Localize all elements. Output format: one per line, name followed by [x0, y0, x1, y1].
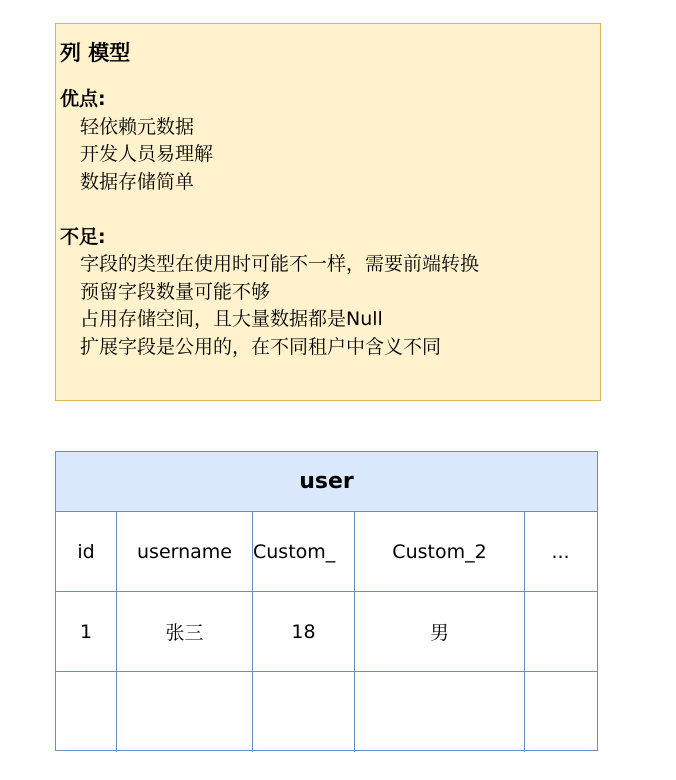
column-header-more: ...: [551, 540, 570, 563]
cons-heading: 不足:: [60, 225, 106, 248]
cons-item: 扩展字段是公用的，在不同租户中含义不同: [80, 335, 442, 358]
table-title: user: [56, 452, 597, 512]
table-cell: [56, 672, 117, 752]
table-cell: [117, 672, 253, 752]
column-header-custom-2: Custom_2: [355, 512, 525, 591]
note-title: 列 模型: [60, 41, 131, 65]
table-cell: 18: [253, 592, 355, 671]
table-row: [56, 672, 597, 752]
table-row: [56, 592, 597, 672]
table-cell: [525, 672, 596, 752]
column-header-username: username: [117, 512, 253, 591]
column-header-custom-1: Custom_: [253, 512, 355, 591]
pros-item: 数据存储简单: [80, 170, 195, 193]
user-table: [55, 451, 598, 751]
table-cell: 1: [56, 592, 117, 671]
section-spacer: [60, 196, 596, 224]
table-cell: 张三: [117, 592, 253, 671]
table-cell: 男: [355, 592, 525, 671]
cons-item: 字段的类型在使用时可能不一样，需要前端转换: [80, 253, 480, 275]
cons-item: 占用存储空间，且大量数据都是Null: [80, 308, 383, 330]
note-box: [55, 23, 601, 401]
table-cell: [355, 672, 525, 752]
pros-heading: 优点:: [60, 88, 106, 110]
pros-item: 开发人员易理解: [80, 143, 214, 165]
cons-item: 预留字段数量可能不够: [80, 280, 271, 303]
table-cell: [525, 592, 596, 671]
table-cell: [253, 672, 355, 752]
column-header-id: id: [56, 512, 117, 591]
table-header-row: [56, 512, 597, 592]
pros-item: 轻依赖元数据: [80, 115, 195, 138]
